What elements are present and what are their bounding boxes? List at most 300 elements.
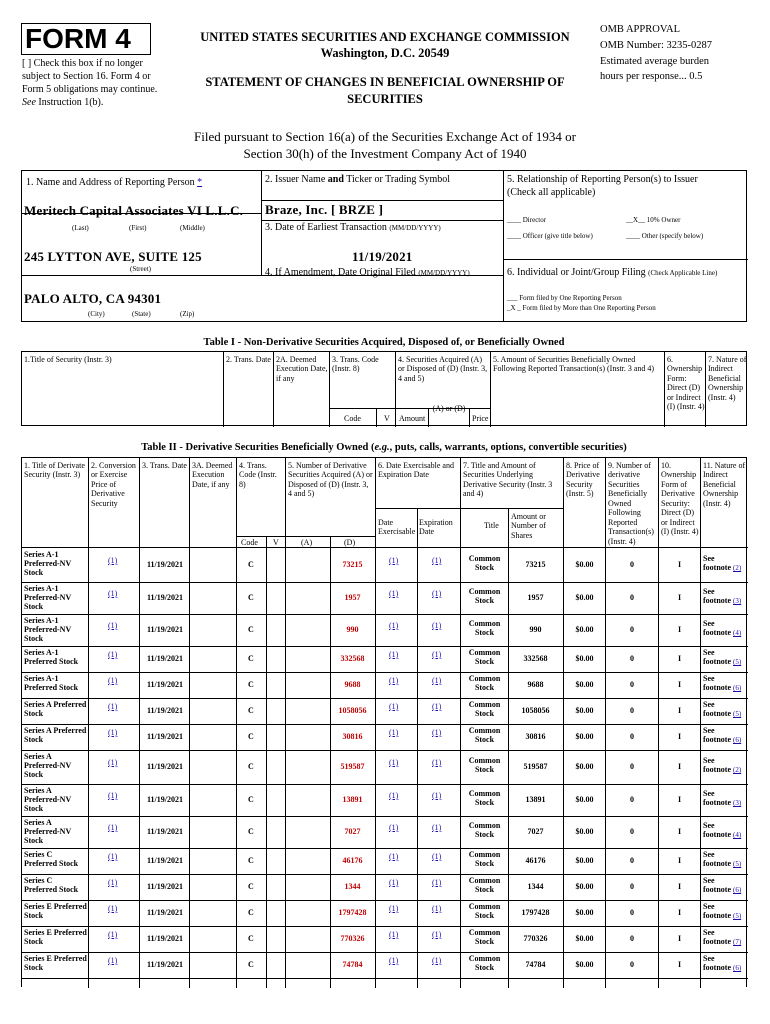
footnote-label: footnote (703, 596, 731, 606)
disposed-amount: 1797428 (338, 908, 367, 917)
derivative-title: Series A-1 Preferred-NV Stock (24, 584, 72, 612)
underlying-amount: 73215 (525, 560, 546, 569)
derivative-price: $0.00 (575, 732, 594, 741)
date-exercisable-footnote[interactable]: (1) (389, 904, 399, 913)
derivative-price: $0.00 (575, 680, 594, 689)
transaction-date: 11/19/2021 (147, 856, 184, 865)
underlying-title: Common Stock (468, 876, 501, 895)
transaction-date: 11/19/2021 (147, 732, 184, 741)
amendment-label: 4. If Amendment, Date Original Filed (MM/DD/YYYY) (265, 267, 470, 278)
statement-title-line2: SECURITIES (347, 91, 423, 106)
derivative-price: $0.00 (575, 960, 594, 969)
disposed-amount: 519587 (340, 762, 365, 771)
owned-following: 0 (630, 882, 634, 891)
form-title: FORM 4 (21, 23, 151, 55)
date-exercisable-footnote[interactable]: (1) (389, 650, 399, 659)
conversion-footnote[interactable]: (1) (108, 589, 118, 598)
t2-sub-title: Title (484, 521, 499, 530)
underlying-title: Common Stock (468, 700, 501, 719)
director-option[interactable]: ____ Director (507, 216, 547, 224)
underlying-title: Common Stock (468, 821, 501, 840)
omb-hours: hours per response... 0.5 (600, 71, 703, 83)
ownership-form: I (677, 827, 682, 836)
transaction-code: C (248, 732, 254, 741)
t1-sub-v: V (384, 414, 390, 423)
owned-following: 0 (630, 856, 634, 865)
underlying-title: Common Stock (468, 554, 501, 573)
transaction-code: C (248, 625, 254, 634)
t1-col-date: 2. Trans. Date (226, 355, 271, 364)
t1-col-code: 3. Trans. Code (Instr. 8) (332, 355, 379, 374)
street-address: 245 LYTTON AVE, SUITE 125 (24, 249, 202, 264)
ownership-form: I (677, 856, 682, 865)
underlying-title: Common Stock (468, 902, 501, 921)
transaction-code: C (248, 706, 254, 715)
transaction-code: C (248, 934, 254, 943)
conversion-footnote[interactable]: (1) (108, 904, 118, 913)
footnote-label: footnote (703, 628, 731, 638)
expiration-footnote[interactable]: (1) (432, 556, 442, 565)
derivative-title: Series E Preferred Stock (24, 902, 87, 921)
derivative-title: Series A-1 Preferred Stock (24, 648, 79, 667)
agency-name: UNITED STATES SECURITIES AND EXCHANGE COMMISSION (200, 30, 570, 44)
footnote-link[interactable]: (6) (733, 964, 742, 973)
conversion-footnote[interactable]: (1) (108, 728, 118, 737)
see-label: See (703, 648, 715, 657)
footnote-link[interactable]: (2) (733, 766, 742, 775)
transaction-date: 11/19/2021 (147, 795, 184, 804)
see-label: See (703, 928, 715, 937)
nature-footnote (703, 928, 747, 946)
transaction-date: 11/19/2021 (147, 960, 184, 969)
earliest-transaction-date: 11/19/2021 (352, 249, 413, 264)
transaction-code: C (248, 827, 254, 836)
footnote-label: footnote (703, 709, 731, 719)
expiration-footnote[interactable]: (1) (432, 589, 442, 598)
owned-following: 0 (630, 625, 634, 634)
conversion-footnote[interactable]: (1) (108, 758, 118, 767)
owned-following: 0 (630, 706, 634, 715)
footnote-label: footnote (703, 683, 731, 693)
underlying-amount: 7027 (527, 827, 544, 836)
date-exercisable-footnote[interactable]: (1) (389, 878, 399, 887)
see-label: See (703, 756, 715, 765)
conversion-footnote[interactable]: (1) (108, 878, 118, 887)
transaction-code: C (248, 680, 254, 689)
ownership-form: I (677, 593, 682, 602)
derivative-title: Series A Preferred Stock (24, 726, 87, 745)
transaction-code: C (248, 762, 254, 771)
t1-col-ownership-form: 6. Ownership Form: Direct (D) or Indirect (I) (Instr. 4) (667, 355, 705, 412)
disposed-amount: 74784 (342, 960, 363, 969)
other-option[interactable]: ____ Other (specify below) (626, 232, 704, 240)
footnote-link[interactable]: (2) (733, 564, 742, 573)
section16-checkbox-note[interactable] (22, 57, 172, 109)
transaction-code: C (248, 795, 254, 804)
filed-line2: Section 30(h) of the Investment Company Act of 1940 (243, 145, 527, 161)
expiration-footnote[interactable]: (1) (432, 650, 442, 659)
derivative-price: $0.00 (575, 827, 594, 836)
t1-col-amount-owned: 5. Amount of Securities Beneficially Owned Following Reported Transaction(s) (Instr. 3 and 4) (493, 355, 655, 374)
expiration-footnote[interactable]: (1) (432, 728, 442, 737)
relationship-label: 5. Relationship of Reporting Person(s) to Issuer (Check all applicable) (507, 174, 698, 198)
transaction-date: 11/19/2021 (147, 882, 184, 891)
conversion-footnote[interactable]: (1) (108, 930, 118, 939)
t1-col-nature: 7. Nature of Indirect Beneficial Ownership (Instr. 4) (708, 355, 747, 402)
filed-line1: Filed pursuant to Section 16(a) of the Securities Exchange Act of 1934 or (194, 129, 576, 144)
omb-approval (600, 22, 760, 85)
t1-col-title: 1.Title of Security (Instr. 3) (24, 355, 112, 364)
ownership-form: I (677, 732, 682, 741)
t2-sub-date-exercisable: Date Exercisable (378, 518, 416, 537)
reporting-person-name: Meritech Capital Associates VI L.L.C. (24, 203, 244, 218)
see-label: See (703, 674, 715, 683)
date-exercisable-footnote[interactable]: (1) (389, 930, 399, 939)
derivative-title: Series A Preferred-NV Stock (24, 818, 72, 846)
footnote-link[interactable]: (4) (733, 629, 742, 638)
ownership-form: I (677, 706, 682, 715)
t2-col-exercisable: 6. Date Exercisable and Expiration Date (378, 461, 454, 480)
derivative-price: $0.00 (575, 593, 594, 602)
see-label: See (703, 587, 715, 596)
t2-col-derivative-number: 5. Number of Derivative Securities Acquired (A) or Disposed of (D) (Instr. 3, 4 and 5) (288, 461, 373, 499)
middle-name-label: (Middle) (180, 224, 205, 232)
derivative-title: Series C Preferred Stock (24, 850, 79, 869)
underlying-title: Common Stock (468, 928, 501, 947)
table2 (21, 457, 747, 987)
conversion-footnote[interactable]: (1) (108, 791, 118, 800)
transaction-code: C (248, 856, 254, 865)
table1-caption: Table I - Non-Derivative Securities Acquired, Disposed of, or Beneficially Owned (203, 337, 565, 348)
nature-footnote (703, 902, 747, 920)
footnote-label: footnote (703, 859, 731, 869)
nature-footnote (703, 674, 747, 692)
underlying-amount: 13891 (525, 795, 546, 804)
nature-footnote (703, 850, 747, 868)
owned-following: 0 (630, 908, 634, 917)
ownership-form: I (677, 654, 682, 663)
t2-col-underlying: 7. Title and Amount of Securities Underlying Derivative Security (Instr. 3 and 4) (463, 461, 553, 499)
underlying-amount: 30816 (525, 732, 546, 741)
footnote-link[interactable]: (6) (733, 684, 742, 693)
date-exercisable-footnote[interactable]: (1) (389, 823, 399, 832)
filed-by-more-option[interactable]: _X _ Form filed by More than One Reporting Person (507, 304, 656, 312)
date-exercisable-footnote[interactable]: (1) (389, 956, 399, 965)
checkbox-note-tail: Instruction 1(b). (38, 97, 104, 108)
t1-sub-price: Price (472, 414, 489, 423)
expiration-footnote[interactable]: (1) (432, 823, 442, 832)
officer-option[interactable]: ____ Officer (give title below) (507, 232, 593, 240)
derivative-price: $0.00 (575, 560, 594, 569)
joint-filing-label: 6. Individual or Joint/Group Filing (Check Applicable Line) (507, 267, 718, 278)
ownership-form: I (677, 908, 682, 917)
footnote-link[interactable]: (5) (733, 912, 742, 921)
transaction-code: C (248, 560, 254, 569)
ownership-form: I (677, 934, 682, 943)
footnote-label: footnote (703, 937, 731, 947)
underlying-title: Common Stock (468, 954, 501, 973)
footnote-link[interactable]: (5) (733, 860, 742, 869)
t2-col-owned: 9. Number of derivative Securities Beneficially Owned Following Reported Transaction(s) (Instr. 4) (608, 461, 654, 546)
name-footnote-link[interactable]: * (197, 177, 203, 188)
t2-sub-expiration: Expiration Date (419, 518, 453, 537)
date-exercisable-footnote[interactable]: (1) (389, 621, 399, 630)
nature-footnote (703, 700, 747, 718)
footnote-link[interactable]: (3) (733, 597, 742, 606)
footnote-link[interactable]: (5) (733, 658, 742, 667)
t2-col-date: 3. Trans. Date (142, 461, 187, 470)
t2-col-conversion: 2. Conversion or Exercise Price of Derivative Security (91, 461, 136, 508)
owned-following: 0 (630, 795, 634, 804)
t1-col-acquired: 4. Securities Acquired (A) or Disposed of (D) (Instr. 3, 4 and 5) (398, 355, 488, 383)
t2-col-nature: 11. Nature of Indirect Beneficial Ownership (Instr. 4) (703, 461, 746, 508)
see-label: See (703, 876, 715, 885)
disposed-amount: 7027 (344, 827, 361, 836)
date-exercisable-footnote[interactable]: (1) (389, 556, 399, 565)
conversion-footnote[interactable]: (1) (108, 956, 118, 965)
footnote-label: footnote (703, 657, 731, 667)
underlying-amount: 1797428 (521, 908, 550, 917)
agency-title (180, 29, 590, 62)
filed-by-one-option[interactable]: ___ Form filed by One Reporting Person (507, 294, 622, 302)
see-label: See (703, 554, 715, 563)
first-name-label: (First) (129, 224, 147, 232)
reporting-person-section (21, 170, 747, 322)
conversion-footnote[interactable]: (1) (108, 676, 118, 685)
derivative-price: $0.00 (575, 856, 594, 865)
last-name-label: (Last) (72, 224, 89, 232)
omb-number: OMB Number: 3235-0287 (600, 39, 712, 51)
see-label: See (703, 619, 715, 628)
checkbox-note-see: See (22, 97, 36, 108)
derivative-title: Series C Preferred Stock (24, 876, 79, 895)
disposed-amount: 1058056 (338, 706, 367, 715)
t2-sub-v: V (273, 538, 279, 547)
derivative-title: Series E Preferred Stock (24, 954, 87, 973)
nature-footnote (703, 756, 747, 774)
transaction-date: 11/19/2021 (147, 625, 184, 634)
disposed-amount: 13891 (342, 795, 363, 804)
disposed-amount: 9688 (344, 680, 361, 689)
owned-following: 0 (630, 934, 634, 943)
derivative-price: $0.00 (575, 762, 594, 771)
underlying-amount: 74784 (525, 960, 546, 969)
omb-heading: OMB APPROVAL (600, 24, 681, 35)
transaction-date: 11/19/2021 (147, 706, 184, 715)
table2-caption: Table II - Derivative Securities Beneficially Owned (e.g., puts, calls, warrants, options, convertible securities) (141, 442, 627, 453)
expiration-footnote[interactable]: (1) (432, 791, 442, 800)
expiration-footnote[interactable]: (1) (432, 930, 442, 939)
date-exercisable-footnote[interactable]: (1) (389, 791, 399, 800)
owned-following: 0 (630, 680, 634, 689)
footnote-label: footnote (703, 830, 731, 840)
disposed-amount: 30816 (342, 732, 363, 741)
nature-footnote (703, 648, 747, 666)
transaction-code: C (248, 908, 254, 917)
t2-sub-amount: Amount or Number of Shares (511, 512, 546, 540)
disposed-amount: 46176 (342, 856, 363, 865)
t2-col-price: 8. Price of Derivative Security (Instr. 5) (566, 461, 600, 499)
transaction-date: 11/19/2021 (147, 680, 184, 689)
name-address-label: 1. Name and Address of Reporting Person * (26, 177, 203, 188)
owned-following: 0 (630, 827, 634, 836)
conversion-footnote[interactable]: (1) (108, 852, 118, 861)
t2-sub-code: Code (241, 538, 258, 547)
transaction-date: 11/19/2021 (147, 762, 184, 771)
t1-col-deemed: 2A. Deemed Execution Date, if any (276, 355, 328, 383)
footnote-link[interactable]: (5) (733, 710, 742, 719)
derivative-price: $0.00 (575, 706, 594, 715)
t2-sub-d: (D) (344, 538, 356, 547)
nature-footnote (703, 554, 747, 572)
transaction-date: 11/19/2021 (147, 934, 184, 943)
underlying-title: Common Stock (468, 648, 501, 667)
derivative-price: $0.00 (575, 654, 594, 663)
transaction-code: C (248, 882, 254, 891)
city-state-zip: PALO ALTO, CA 94301 (24, 291, 162, 306)
underlying-title: Common Stock (468, 789, 501, 808)
underlying-amount: 1058056 (521, 706, 550, 715)
underlying-title: Common Stock (468, 756, 501, 775)
conversion-footnote[interactable]: (1) (108, 621, 118, 630)
transaction-date: 11/19/2021 (147, 593, 184, 602)
footnote-link[interactable]: (7) (733, 938, 742, 947)
underlying-title: Common Stock (468, 850, 501, 869)
ownership-form: I (677, 680, 682, 689)
footnote-link[interactable]: (6) (733, 736, 742, 745)
conversion-footnote[interactable]: (1) (108, 823, 118, 832)
conversion-footnote[interactable]: (1) (108, 650, 118, 659)
earliest-transaction-label: 3. Date of Earliest Transaction (MM/DD/YYYY) (265, 222, 441, 233)
disposed-amount: 990 (346, 625, 359, 634)
t2-col-code: 4. Trans. Code (Instr. 8) (239, 461, 277, 489)
expiration-footnote[interactable]: (1) (432, 702, 442, 711)
issuer-name: Braze, Inc. [ BRZE ] (265, 202, 384, 217)
nature-footnote (703, 619, 747, 637)
see-label: See (703, 726, 715, 735)
nature-footnote (703, 821, 747, 839)
transaction-code: C (248, 593, 254, 602)
expiration-footnote[interactable]: (1) (432, 758, 442, 767)
derivative-price: $0.00 (575, 908, 594, 917)
t1-sub-code: Code (344, 414, 361, 423)
underlying-title: Common Stock (468, 726, 501, 745)
city-label: (City) (88, 310, 105, 318)
t2-col-title: 1. Title of Derivate Security (Instr. 3) (24, 461, 85, 480)
underlying-amount: 1344 (527, 882, 544, 891)
transaction-date: 11/19/2021 (147, 908, 184, 917)
state-label: (State) (132, 310, 151, 318)
derivative-title: Series E Preferred Stock (24, 928, 87, 947)
underlying-amount: 990 (529, 625, 542, 634)
nature-footnote (703, 726, 747, 744)
transaction-code: C (248, 654, 254, 663)
underlying-title: Common Stock (468, 587, 501, 606)
t2-col-deemed: 3A. Deemed Execution Date, if any (192, 461, 233, 489)
footnote-label: footnote (703, 735, 731, 745)
nature-footnote (703, 587, 747, 605)
ten-percent-owner-option[interactable]: __X__ 10% Owner (626, 216, 681, 224)
expiration-footnote[interactable]: (1) (432, 621, 442, 630)
transaction-date: 11/19/2021 (147, 827, 184, 836)
derivative-title: Series A-1 Preferred-NV Stock (24, 550, 72, 578)
derivative-price: $0.00 (575, 882, 594, 891)
statement-title (180, 74, 590, 108)
ownership-form: I (677, 560, 682, 569)
conversion-footnote[interactable]: (1) (108, 556, 118, 565)
table1 (21, 351, 747, 426)
t2-sub-a: (A) (301, 538, 313, 547)
see-label: See (703, 789, 715, 798)
underlying-amount: 332568 (523, 654, 548, 663)
statement-title-line1: STATEMENT OF CHANGES IN BENEFICIAL OWNERSHIP OF (205, 75, 565, 89)
see-label: See (703, 700, 715, 709)
expiration-footnote[interactable]: (1) (432, 904, 442, 913)
derivative-price: $0.00 (575, 625, 594, 634)
expiration-footnote[interactable]: (1) (432, 676, 442, 685)
owned-following: 0 (630, 593, 634, 602)
underlying-amount: 1957 (527, 593, 544, 602)
date-exercisable-footnote[interactable]: (1) (389, 702, 399, 711)
footnote-label: footnote (703, 885, 731, 895)
owned-following: 0 (630, 762, 634, 771)
ownership-form: I (677, 960, 682, 969)
footnote-label: footnote (703, 765, 731, 775)
owned-following: 0 (630, 560, 634, 569)
expiration-footnote[interactable]: (1) (432, 878, 442, 887)
issuer-label: 2. Issuer Name and Ticker or Trading Symbol (265, 174, 451, 185)
agency-location: Washington, D.C. 20549 (320, 46, 450, 61)
date-exercisable-footnote[interactable]: (1) (389, 728, 399, 737)
derivative-title: Series A Preferred-NV Stock (24, 786, 72, 814)
date-exercisable-footnote[interactable]: (1) (389, 852, 399, 861)
ownership-form: I (677, 762, 682, 771)
see-label: See (703, 821, 715, 830)
footnote-label: footnote (703, 563, 731, 573)
derivative-title: Series A Preferred Stock (24, 700, 87, 719)
derivative-title: Series A Preferred-NV Stock (24, 752, 72, 780)
disposed-amount: 1344 (344, 882, 361, 891)
conversion-footnote[interactable]: (1) (108, 702, 118, 711)
underlying-amount: 46176 (525, 856, 546, 865)
footnote-link[interactable]: (4) (733, 831, 742, 840)
footnote-link[interactable]: (3) (733, 799, 742, 808)
zip-label: (Zip) (180, 310, 195, 318)
street-label: (Street) (130, 265, 151, 273)
nature-footnote (703, 876, 747, 894)
transaction-date: 11/19/2021 (147, 560, 184, 569)
date-exercisable-footnote[interactable]: (1) (389, 758, 399, 767)
date-exercisable-footnote[interactable]: (1) (389, 589, 399, 598)
underlying-amount: 519587 (523, 762, 548, 771)
derivative-price: $0.00 (575, 934, 594, 943)
underlying-title: Common Stock (468, 619, 501, 638)
t1-sub-aord: (A) or (D) (432, 404, 466, 413)
date-exercisable-footnote[interactable]: (1) (389, 676, 399, 685)
expiration-footnote[interactable]: (1) (432, 852, 442, 861)
expiration-footnote[interactable]: (1) (432, 956, 442, 965)
t2-col-form: 10. Ownership Form of Derivative Security: Direct (D) or Indirect (I) (Instr. 4) (661, 461, 699, 537)
disposed-amount: 332568 (340, 654, 365, 663)
see-label: See (703, 902, 715, 911)
footnote-label: footnote (703, 963, 731, 973)
see-label: See (703, 850, 715, 859)
disposed-amount: 770326 (340, 934, 365, 943)
derivative-title: Series A-1 Preferred Stock (24, 674, 79, 693)
footnote-link[interactable]: (6) (733, 886, 742, 895)
t1-sub-amount: Amount (399, 414, 426, 423)
ownership-form: I (677, 625, 682, 634)
